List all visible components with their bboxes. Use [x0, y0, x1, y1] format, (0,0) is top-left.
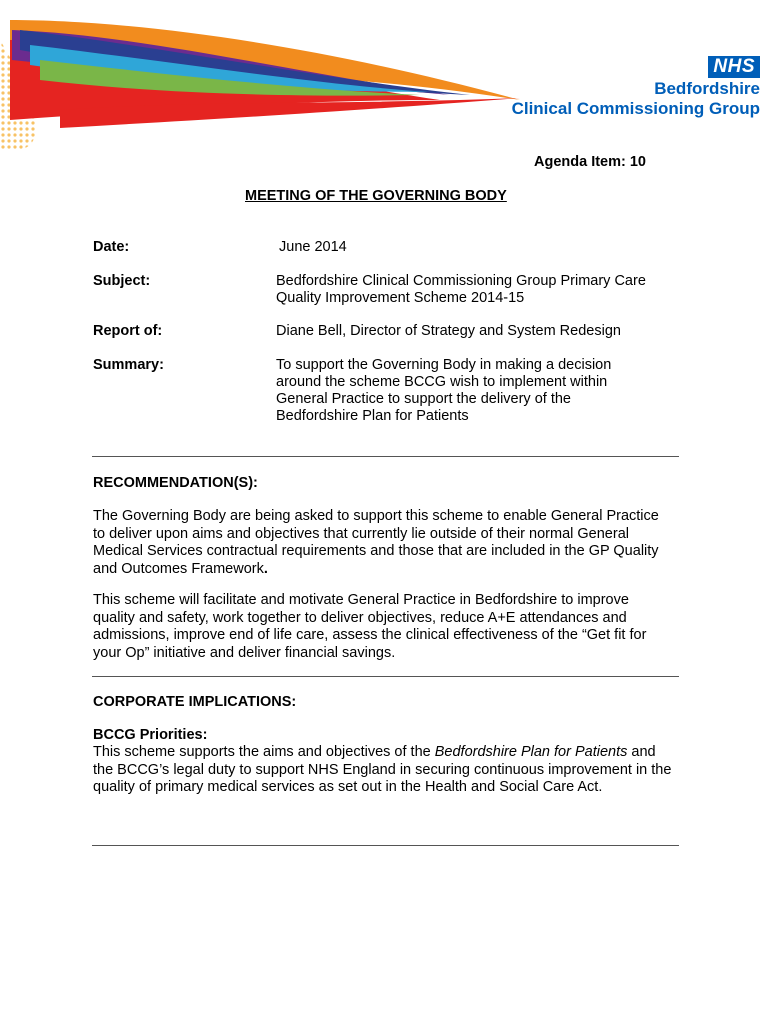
recommendations-paragraph-1-text: The Governing Body are being asked to support this scheme to enable General Practice to deliver upon aims and objectives that currently lie outside of their normal General Medical Services contractual requirements and those that are included in the GP Quality and Outcomes Framework: [93, 508, 659, 577]
nhs-bedfordshire-logo: [512, 56, 760, 119]
date-value: June 2014: [279, 239, 347, 255]
recommendations-paragraph-1: [93, 508, 673, 578]
subject-label: Subject:: [93, 273, 151, 289]
nhs-badge: NHS: [708, 56, 760, 78]
banner-swoosh-graphic: [0, 0, 520, 170]
plan-for-patients-emphasis: Bedfordshire Plan for Patients: [434, 744, 628, 760]
meeting-title: MEETING OF THE GOVERNING BODY: [245, 188, 507, 204]
recommendations-heading: RECOMMENDATION(S):: [93, 475, 258, 491]
section-divider: [92, 845, 679, 846]
subject-value: Bedfordshire Clinical Commissioning Group Primary Care Quality Improvement Scheme 2014-15: [276, 273, 646, 306]
logo-org-name: Bedfordshire: [654, 79, 760, 98]
summary-label: Summary:: [93, 357, 164, 373]
section-divider: [92, 456, 679, 457]
report-of-label: Report of:: [93, 323, 163, 339]
priorities-text-start: This scheme supports the aims and objectives of the: [93, 744, 435, 760]
date-label: Date:: [93, 239, 130, 255]
recommendations-paragraph-1-end: .: [263, 560, 268, 577]
summary-value: To support the Governing Body in making a decision around the scheme BCCG wish to implement within General Practice to support the delivery of the Bedfordshire Plan for Patients: [276, 357, 612, 424]
priorities-text-end: and the BCCG’s legal duty to support NHS England in securing continuous improvement in the quality of primary medical services as set out in the Health and Social Care Act.: [93, 744, 672, 795]
agenda-item: Agenda Item: 10: [534, 154, 646, 170]
report-of-value: Diane Bell, Director of Strategy and System Redesign: [276, 323, 621, 339]
logo-org-type: Clinical Commissioning Group: [511, 99, 760, 118]
bccg-priorities-heading: BCCG Priorities:: [93, 727, 208, 743]
recommendations-paragraph-2: This scheme will facilitate and motivate General Practice in Bedfordshire to improve quality and safety, work together to deliver objectives, reduce A+E attendances and admissions, improve end of life care, assess the clinical effectiveness of the “Get fit for your Op” initiative and deliver financial savings.: [93, 592, 647, 661]
bccg-priorities-paragraph: [93, 744, 673, 797]
section-divider: [92, 676, 679, 677]
corporate-implications-heading: CORPORATE IMPLICATIONS:: [93, 694, 297, 710]
